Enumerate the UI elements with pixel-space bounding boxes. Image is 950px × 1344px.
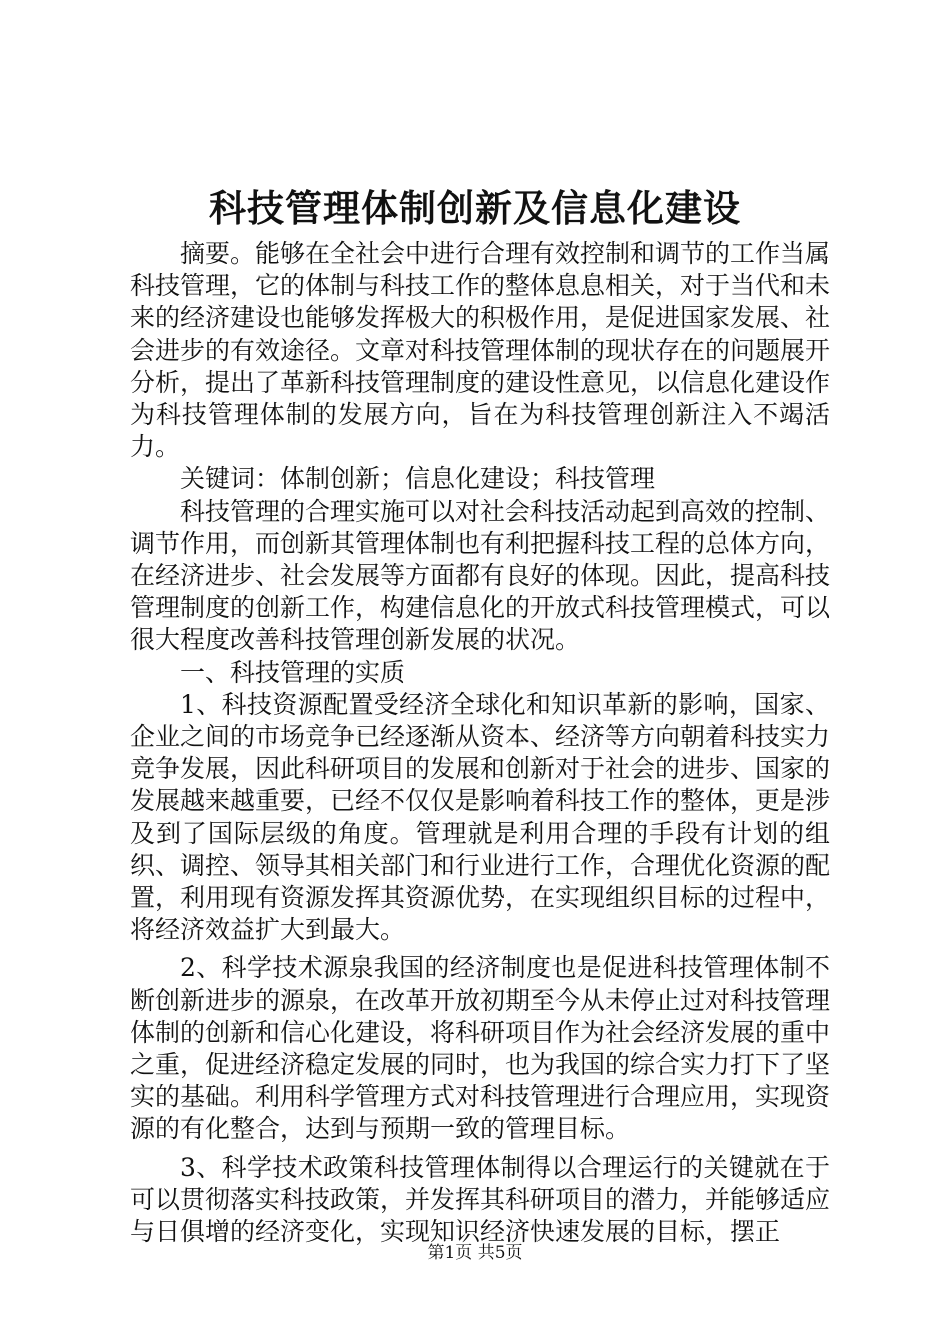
body-paragraph-1: 1、科技资源配置受经济全球化和知识革新的影响，国家、企业之间的市场竞争已经逐渐从资本、经济等方向朝着科技实力竞争发展，因此科研项目的发展和创新对于社会的进步、国家的发展越来越重要，已经不仅仅是影响着科技工作的整体，更是涉及到了国际层级的角度。管理就是利用合理的手段有计划的组织、调控、领导其相关部门和行业进行工作，合理优化资源的配置，利用现有资源发挥其资源优势，在实现组织目标的过程中，将经济效益扩大到最大。 bbox=[130, 689, 831, 945]
intro-paragraph: 科技管理的合理实施可以对社会科技活动起到高效的控制、调节作用，而创新其管理体制也有利把握科技工程的总体方向，在经济进步、社会发展等方面都有良好的体现。因此，提高科技管理制度的创新工作，构建信息化的开放式科技管理模式，可以很大程度改善科技管理创新发展的状况。 bbox=[130, 496, 831, 655]
body-paragraph-2: 2、科学技术源泉我国的经济制度也是促进科技管理体制不断创新进步的源泉，在改革开放初期至今从未停止过对科技管理体制的创新和信心化建设，将科研项目作为社会经济发展的重中之重，促进经济稳定发展的同时，也为我国的综合实力打下了坚实的基础。利用科学管理方式对科技管理进行合理应用，实现资源的有化整合，达到与预期一致的管理目标。 bbox=[130, 953, 831, 1144]
keywords-paragraph: 关键词：体制创新；信息化建设；科技管理 bbox=[180, 464, 656, 494]
section-heading: 一、科技管理的实质 bbox=[180, 657, 406, 687]
page-number-footer: 第1页 共5页 bbox=[427, 1243, 523, 1263]
abstract-paragraph: 摘要。能够在全社会中进行合理有效控制和调节的工作当属科技管理，它的体制与科技工作的整体息息相关，对于当代和未来的经济建设也能够发挥极大的积极作用，是促进国家发展、社会进步的有效途径。文章对科技管理体制的现状存在的问题展开分析，提出了革新科技管理制度的建设性意见，以信息化建设作为科技管理体制的发展方向，旨在为科技管理创新注入不竭活力。 bbox=[130, 239, 831, 462]
document-title: 科技管理体制创新及信息化建设 bbox=[209, 186, 741, 230]
body-paragraph-3: 3、科学技术政策科技管理体制得以合理运行的关键就在于可以贯彻落实科技政策，并发挥其科研项目的潜力，并能够适应与日俱增的经济变化，实现知识经济快速发展的目标，摆正 bbox=[130, 1152, 831, 1247]
document-body bbox=[130, 238, 830, 1248]
